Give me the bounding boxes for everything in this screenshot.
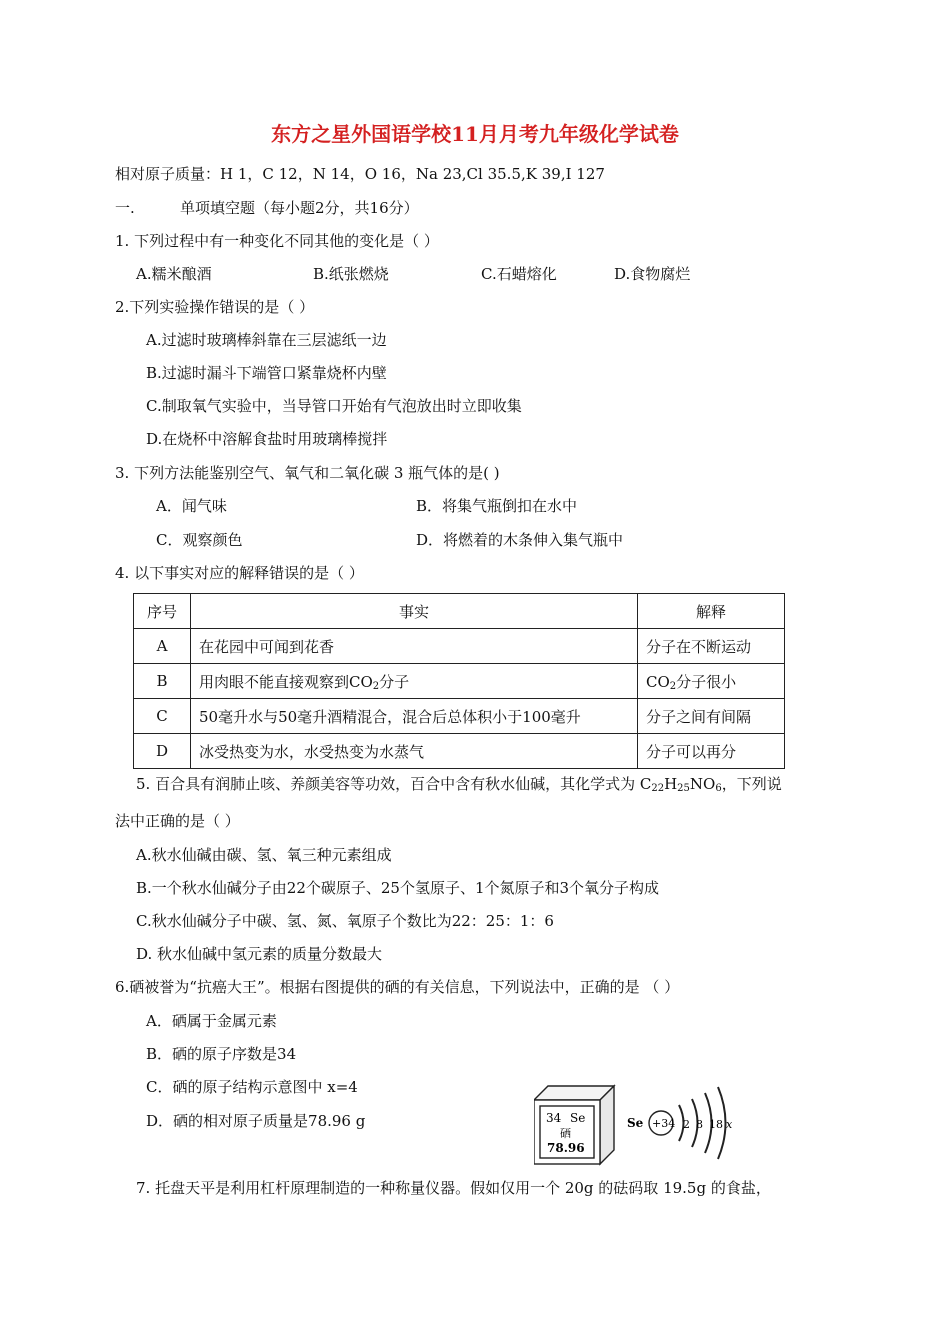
row-explain: $CO_2$分子很小 <box>638 664 785 699</box>
table-header-row <box>134 594 785 629</box>
q4-stem: 4. 以下事实对应的解释错误的是（ ） <box>115 564 364 582</box>
table-row <box>134 664 785 699</box>
q1-option-a: A.糯米酿酒 <box>136 265 212 283</box>
row-fact: 50毫升水与50毫升酒精混合，混合后总体积小于100毫升 <box>191 699 638 734</box>
row-id: C <box>134 699 191 734</box>
header-fact: 事实 <box>191 594 638 629</box>
q3-option-c: C．观察颜色 <box>156 531 243 549</box>
shell-1-count: 2 <box>683 1118 690 1131</box>
q2-option-d: D.在烧杯中溶解食盐时用玻璃棒搅拌 <box>146 430 388 448</box>
q6-option-b: B．硒的原子序数是34 <box>146 1045 297 1063</box>
section-heading: 单项填空题（每小题2分，共16分） <box>180 199 419 217</box>
q1-option-b: B.纸张燃烧 <box>313 265 389 283</box>
row-fact: 用肉眼不能直接观察到$CO_2$分子 <box>191 664 638 699</box>
row-id: D <box>134 734 191 769</box>
table-row <box>134 734 785 769</box>
q5-option-b: B.一个秋水仙碱分子由22个碳原子、25个氢原子、1个氮原子和3个氧分子构成 <box>136 879 660 897</box>
table-row <box>134 629 785 664</box>
q5-stem-line2: 法中正确的是（ ） <box>115 812 240 830</box>
element-symbol: Se <box>570 1111 586 1125</box>
nucleus-charge: +34 <box>652 1117 676 1130</box>
row-fact: 在花园中可闻到花香 <box>191 629 638 664</box>
q5-option-c: C.秋水仙碱分子中碳、氢、氮、氧原子个数比为22：25：1：6 <box>136 912 554 930</box>
q2-option-b: B.过滤时漏斗下端管口紧靠烧杯内壁 <box>146 364 387 382</box>
diagram-symbol: Se <box>627 1116 644 1130</box>
q5-option-d: D. 秋水仙碱中氢元素的质量分数最大 <box>136 945 383 963</box>
selenium-figure <box>534 1078 744 1168</box>
q5-stem: 5. 百合具有润肺止咳、养颜美容等功效，百合中含有秋水仙碱，其化学式为 $C_{22}H_{25}NO_6$，下列说 <box>136 775 782 794</box>
shell-3-count: 18 <box>709 1118 723 1131</box>
q6-option-a: A．硒属于金属元素 <box>146 1012 277 1030</box>
header-id: 序号 <box>134 594 191 629</box>
q1-option-d: D.食物腐烂 <box>614 265 691 283</box>
q2-stem: 2.下列实验操作错误的是（ ） <box>115 298 315 316</box>
q2-option-c: C.制取氧气实验中，当导管口开始有气泡放出时立即收集 <box>146 397 522 415</box>
atomic-masses: 相对原子质量：H 1，C 12，N 14，O 16，Na 23,Cl 35.5,K 39,I 127 <box>115 165 605 183</box>
q1-option-c: C.石蜡熔化 <box>481 265 557 283</box>
shell-4-count: x <box>726 1118 733 1131</box>
row-id: B <box>134 664 191 699</box>
q2-option-a: A.过滤时玻璃棒斜靠在三层滤纸一边 <box>146 331 387 349</box>
q5-option-a: A.秋水仙碱由碳、氢、氧三种元素组成 <box>136 846 392 864</box>
q6-option-c: C．硒的原子结构示意图中 x=4 <box>146 1078 358 1096</box>
q6-stem: 6.硒被誉为“抗癌大王”。根据右图提供的硒的有关信息，下列说法中，正确的是 （ ） <box>115 978 680 996</box>
table-row <box>134 699 785 734</box>
row-fact: 冰受热变为水，水受热变为水蒸气 <box>191 734 638 769</box>
selenium-diagram <box>534 1078 744 1168</box>
shell-2-count: 8 <box>696 1118 703 1131</box>
section-number: 一. <box>115 199 135 217</box>
page-title: 东方之星外国语学校11月月考九年级化学试卷 <box>271 122 679 146</box>
q3-stem: 3. 下列方法能鉴别空气、氧气和二氧化碳 3 瓶气体的是( ) <box>115 464 500 482</box>
q1-stem: 1. 下列过程中有一种变化不同其他的变化是（ ） <box>115 232 439 250</box>
row-explain: 分子之间有间隔 <box>638 699 785 734</box>
facts-table <box>133 593 785 769</box>
element-mass: 78.96 <box>547 1141 585 1155</box>
q3-option-b: B．将集气瓶倒扣在水中 <box>416 497 578 515</box>
element-number: 34 <box>546 1111 562 1125</box>
element-name: 硒 <box>560 1127 571 1140</box>
q6-option-d: D．硒的相对原子质量是78.96 g <box>146 1112 366 1130</box>
q3-option-d: D．将燃着的木条伸入集气瓶中 <box>416 531 624 549</box>
row-explain: 分子可以再分 <box>638 734 785 769</box>
header-explain: 解释 <box>638 594 785 629</box>
row-explain: 分子在不断运动 <box>638 629 785 664</box>
row-id: A <box>134 629 191 664</box>
q3-option-a: A．闻气味 <box>156 497 227 515</box>
q7-stem: 7. 托盘天平是利用杠杆原理制造的一种称量仪器。假如仅用一个 20g 的砝码取 19.5g 的食盐， <box>136 1179 771 1197</box>
